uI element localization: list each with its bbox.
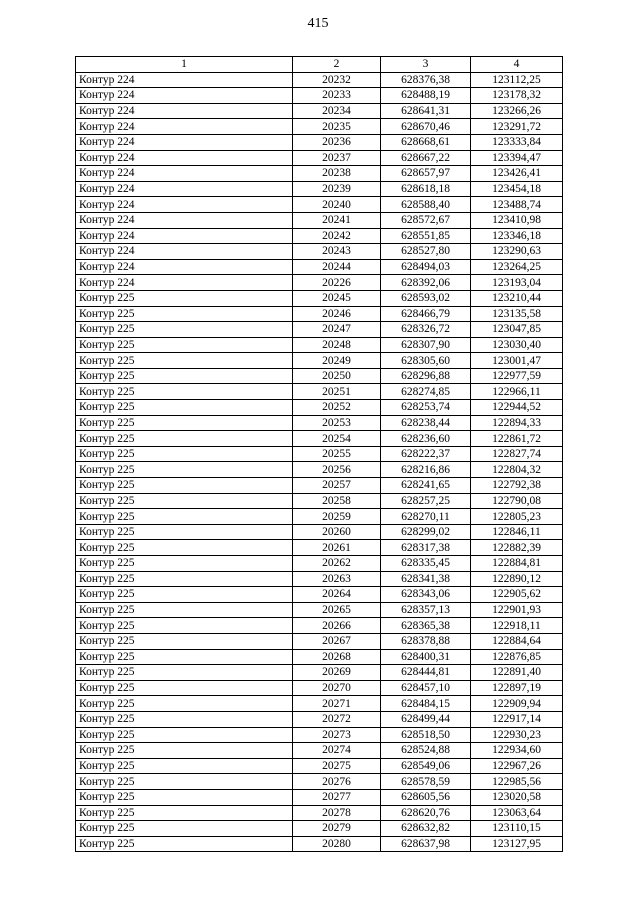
point-number-cell: 20275 [293, 758, 381, 774]
point-number-cell: 20245 [293, 290, 381, 306]
contour-name-cell: Контур 225 [76, 337, 293, 353]
point-number-cell: 20274 [293, 743, 381, 759]
x-coordinate-cell: 628305,60 [381, 353, 471, 369]
y-coordinate-cell: 123135,58 [471, 306, 563, 322]
point-number-cell: 20272 [293, 711, 381, 727]
x-coordinate-cell: 628518,50 [381, 727, 471, 743]
table-row [76, 509, 563, 525]
contour-name-cell: Контур 225 [76, 587, 293, 603]
column-header-2: 2 [293, 57, 381, 73]
y-coordinate-cell: 123454,18 [471, 181, 563, 197]
contour-name-cell: Контур 224 [76, 275, 293, 291]
x-coordinate-cell: 628667,22 [381, 150, 471, 166]
x-coordinate-cell: 628444,81 [381, 665, 471, 681]
x-coordinate-cell: 628341,38 [381, 571, 471, 587]
table-row [76, 478, 563, 494]
point-number-cell: 20244 [293, 259, 381, 275]
point-number-cell: 20226 [293, 275, 381, 291]
x-coordinate-cell: 628484,15 [381, 696, 471, 712]
x-coordinate-cell: 628605,56 [381, 789, 471, 805]
contour-name-cell: Контур 225 [76, 571, 293, 587]
y-coordinate-cell: 122905,62 [471, 587, 563, 603]
y-coordinate-cell: 123488,74 [471, 197, 563, 213]
y-coordinate-cell: 122804,32 [471, 462, 563, 478]
contour-name-cell: Контур 224 [76, 228, 293, 244]
point-number-cell: 20263 [293, 571, 381, 587]
table-row [76, 88, 563, 104]
table-row [76, 322, 563, 338]
point-number-cell: 20232 [293, 72, 381, 88]
y-coordinate-cell: 123020,58 [471, 789, 563, 805]
contour-name-cell: Контур 224 [76, 88, 293, 104]
contour-name-cell: Контур 225 [76, 743, 293, 759]
table-row [76, 103, 563, 119]
x-coordinate-cell: 628641,31 [381, 103, 471, 119]
x-coordinate-cell: 628618,18 [381, 181, 471, 197]
y-coordinate-cell: 123110,15 [471, 821, 563, 837]
x-coordinate-cell: 628551,85 [381, 228, 471, 244]
table-row [76, 368, 563, 384]
y-coordinate-cell: 122917,14 [471, 711, 563, 727]
x-coordinate-cell: 628335,45 [381, 556, 471, 572]
y-coordinate-cell: 123127,95 [471, 836, 563, 852]
contour-name-cell: Контур 225 [76, 711, 293, 727]
point-number-cell: 20247 [293, 322, 381, 338]
contour-name-cell: Контур 225 [76, 368, 293, 384]
table-row [76, 150, 563, 166]
table-row [76, 711, 563, 727]
x-coordinate-cell: 628524,88 [381, 743, 471, 759]
x-coordinate-cell: 628499,44 [381, 711, 471, 727]
point-number-cell: 20235 [293, 119, 381, 135]
y-coordinate-cell: 123047,85 [471, 322, 563, 338]
point-number-cell: 20233 [293, 88, 381, 104]
x-coordinate-cell: 628241,65 [381, 478, 471, 494]
x-coordinate-cell: 628216,86 [381, 462, 471, 478]
table-row [76, 602, 563, 618]
point-number-cell: 20243 [293, 244, 381, 260]
contour-name-cell: Контур 225 [76, 727, 293, 743]
point-number-cell: 20258 [293, 493, 381, 509]
table-row [76, 789, 563, 805]
contour-name-cell: Контур 225 [76, 696, 293, 712]
point-number-cell: 20236 [293, 134, 381, 150]
point-number-cell: 20238 [293, 166, 381, 182]
contour-name-cell: Контур 225 [76, 758, 293, 774]
point-number-cell: 20254 [293, 431, 381, 447]
contour-name-cell: Контур 225 [76, 446, 293, 462]
point-number-cell: 20240 [293, 197, 381, 213]
table-row [76, 805, 563, 821]
table-row [76, 290, 563, 306]
x-coordinate-cell: 628274,85 [381, 384, 471, 400]
table-row [76, 493, 563, 509]
table-row [76, 633, 563, 649]
x-coordinate-cell: 628578,59 [381, 774, 471, 790]
x-coordinate-cell: 628466,79 [381, 306, 471, 322]
x-coordinate-cell: 628657,97 [381, 166, 471, 182]
table-row [76, 166, 563, 182]
x-coordinate-cell: 628488,19 [381, 88, 471, 104]
point-number-cell: 20260 [293, 524, 381, 540]
contour-name-cell: Контур 225 [76, 478, 293, 494]
table-header-row [76, 57, 563, 73]
table-row [76, 587, 563, 603]
y-coordinate-cell: 123266,26 [471, 103, 563, 119]
x-coordinate-cell: 628670,46 [381, 119, 471, 135]
point-number-cell: 20234 [293, 103, 381, 119]
table-row [76, 680, 563, 696]
y-coordinate-cell: 123063,64 [471, 805, 563, 821]
contour-name-cell: Контур 225 [76, 821, 293, 837]
point-number-cell: 20237 [293, 150, 381, 166]
y-coordinate-cell: 122790,08 [471, 493, 563, 509]
point-number-cell: 20262 [293, 556, 381, 572]
table-row [76, 462, 563, 478]
contour-name-cell: Контур 224 [76, 103, 293, 119]
table-row [76, 228, 563, 244]
y-coordinate-cell: 122977,59 [471, 368, 563, 384]
point-number-cell: 20279 [293, 821, 381, 837]
x-coordinate-cell: 628343,06 [381, 587, 471, 603]
contour-name-cell: Контур 225 [76, 789, 293, 805]
y-coordinate-cell: 122846,11 [471, 524, 563, 540]
x-coordinate-cell: 628376,38 [381, 72, 471, 88]
table-row [76, 415, 563, 431]
contour-name-cell: Контур 225 [76, 665, 293, 681]
x-coordinate-cell: 628527,80 [381, 244, 471, 260]
point-number-cell: 20280 [293, 836, 381, 852]
y-coordinate-cell: 123426,41 [471, 166, 563, 182]
y-coordinate-cell: 122966,11 [471, 384, 563, 400]
x-coordinate-cell: 628572,67 [381, 212, 471, 228]
point-number-cell: 20267 [293, 633, 381, 649]
x-coordinate-cell: 628307,90 [381, 337, 471, 353]
table-row [76, 181, 563, 197]
y-coordinate-cell: 122884,81 [471, 556, 563, 572]
contour-name-cell: Контур 224 [76, 197, 293, 213]
table-row [76, 306, 563, 322]
table-row [76, 665, 563, 681]
point-number-cell: 20257 [293, 478, 381, 494]
contour-name-cell: Контур 225 [76, 400, 293, 416]
point-number-cell: 20259 [293, 509, 381, 525]
y-coordinate-cell: 122861,72 [471, 431, 563, 447]
point-number-cell: 20276 [293, 774, 381, 790]
point-number-cell: 20252 [293, 400, 381, 416]
x-coordinate-cell: 628593,02 [381, 290, 471, 306]
x-coordinate-cell: 628494,03 [381, 259, 471, 275]
y-coordinate-cell: 122792,38 [471, 478, 563, 494]
x-coordinate-cell: 628400,31 [381, 649, 471, 665]
x-coordinate-cell: 628668,61 [381, 134, 471, 150]
y-coordinate-cell: 122967,26 [471, 758, 563, 774]
contour-name-cell: Контур 225 [76, 805, 293, 821]
y-coordinate-cell: 122827,74 [471, 446, 563, 462]
contour-name-cell: Контур 224 [76, 212, 293, 228]
point-number-cell: 20251 [293, 384, 381, 400]
table-row [76, 353, 563, 369]
y-coordinate-cell: 123394,47 [471, 150, 563, 166]
contour-name-cell: Контур 225 [76, 384, 293, 400]
contour-name-cell: Контур 224 [76, 150, 293, 166]
point-number-cell: 20266 [293, 618, 381, 634]
point-number-cell: 20246 [293, 306, 381, 322]
contour-name-cell: Контур 224 [76, 134, 293, 150]
y-coordinate-cell: 123264,25 [471, 259, 563, 275]
y-coordinate-cell: 123210,44 [471, 290, 563, 306]
point-number-cell: 20242 [293, 228, 381, 244]
x-coordinate-cell: 628238,44 [381, 415, 471, 431]
table-row [76, 556, 563, 572]
column-header-4: 4 [471, 57, 563, 73]
point-number-cell: 20250 [293, 368, 381, 384]
table-row [76, 836, 563, 852]
point-number-cell: 20264 [293, 587, 381, 603]
y-coordinate-cell: 122909,94 [471, 696, 563, 712]
x-coordinate-cell: 628637,98 [381, 836, 471, 852]
contour-name-cell: Контур 225 [76, 509, 293, 525]
x-coordinate-cell: 628392,06 [381, 275, 471, 291]
y-coordinate-cell: 122918,11 [471, 618, 563, 634]
x-coordinate-cell: 628549,06 [381, 758, 471, 774]
x-coordinate-cell: 628378,88 [381, 633, 471, 649]
point-number-cell: 20270 [293, 680, 381, 696]
table-row [76, 696, 563, 712]
contour-name-cell: Контур 225 [76, 493, 293, 509]
y-coordinate-cell: 123346,18 [471, 228, 563, 244]
point-number-cell: 20256 [293, 462, 381, 478]
table-row [76, 524, 563, 540]
x-coordinate-cell: 628357,13 [381, 602, 471, 618]
contour-name-cell: Контур 224 [76, 166, 293, 182]
x-coordinate-cell: 628632,82 [381, 821, 471, 837]
table-row [76, 275, 563, 291]
point-number-cell: 20261 [293, 540, 381, 556]
contour-name-cell: Контур 224 [76, 244, 293, 260]
x-coordinate-cell: 628457,10 [381, 680, 471, 696]
table-row [76, 774, 563, 790]
y-coordinate-cell: 122894,33 [471, 415, 563, 431]
x-coordinate-cell: 628253,74 [381, 400, 471, 416]
point-number-cell: 20239 [293, 181, 381, 197]
y-coordinate-cell: 122890,12 [471, 571, 563, 587]
x-coordinate-cell: 628317,38 [381, 540, 471, 556]
x-coordinate-cell: 628620,76 [381, 805, 471, 821]
column-header-3: 3 [381, 57, 471, 73]
table-row [76, 743, 563, 759]
y-coordinate-cell: 122930,23 [471, 727, 563, 743]
table-row [76, 540, 563, 556]
table-row [76, 212, 563, 228]
contour-name-cell: Контур 225 [76, 306, 293, 322]
y-coordinate-cell: 123001,47 [471, 353, 563, 369]
point-number-cell: 20269 [293, 665, 381, 681]
y-coordinate-cell: 122897,19 [471, 680, 563, 696]
table-row [76, 618, 563, 634]
point-number-cell: 20241 [293, 212, 381, 228]
contour-name-cell: Контур 225 [76, 836, 293, 852]
point-number-cell: 20248 [293, 337, 381, 353]
point-number-cell: 20265 [293, 602, 381, 618]
y-coordinate-cell: 122985,56 [471, 774, 563, 790]
table-row [76, 72, 563, 88]
y-coordinate-cell: 122944,52 [471, 400, 563, 416]
y-coordinate-cell: 122876,85 [471, 649, 563, 665]
table-row [76, 197, 563, 213]
contour-name-cell: Контур 225 [76, 774, 293, 790]
contour-name-cell: Контур 225 [76, 462, 293, 478]
contour-name-cell: Контур 224 [76, 72, 293, 88]
y-coordinate-cell: 123112,25 [471, 72, 563, 88]
table-row [76, 337, 563, 353]
point-number-cell: 20268 [293, 649, 381, 665]
x-coordinate-cell: 628588,40 [381, 197, 471, 213]
table-row [76, 821, 563, 837]
x-coordinate-cell: 628222,37 [381, 446, 471, 462]
y-coordinate-cell: 122934,60 [471, 743, 563, 759]
x-coordinate-cell: 628326,72 [381, 322, 471, 338]
contour-name-cell: Контур 225 [76, 633, 293, 649]
contour-name-cell: Контур 225 [76, 290, 293, 306]
x-coordinate-cell: 628296,88 [381, 368, 471, 384]
table-row [76, 384, 563, 400]
point-number-cell: 20255 [293, 446, 381, 462]
table-row [76, 446, 563, 462]
table-row [76, 727, 563, 743]
contour-name-cell: Контур 225 [76, 431, 293, 447]
table-row [76, 758, 563, 774]
x-coordinate-cell: 628299,02 [381, 524, 471, 540]
x-coordinate-cell: 628270,11 [381, 509, 471, 525]
contour-name-cell: Контур 225 [76, 353, 293, 369]
y-coordinate-cell: 123030,40 [471, 337, 563, 353]
point-number-cell: 20253 [293, 415, 381, 431]
point-number-cell: 20271 [293, 696, 381, 712]
contour-name-cell: Контур 225 [76, 602, 293, 618]
page-number: 415 [307, 16, 329, 31]
point-number-cell: 20249 [293, 353, 381, 369]
contour-name-cell: Контур 225 [76, 415, 293, 431]
point-number-cell: 20273 [293, 727, 381, 743]
contour-name-cell: Контур 224 [76, 181, 293, 197]
table-row [76, 259, 563, 275]
contour-name-cell: Контур 224 [76, 259, 293, 275]
x-coordinate-cell: 628257,25 [381, 493, 471, 509]
contour-name-cell: Контур 225 [76, 618, 293, 634]
y-coordinate-cell: 123410,98 [471, 212, 563, 228]
y-coordinate-cell: 123333,84 [471, 134, 563, 150]
y-coordinate-cell: 122882,39 [471, 540, 563, 556]
contour-name-cell: Контур 225 [76, 556, 293, 572]
point-number-cell: 20278 [293, 805, 381, 821]
column-header-1: 1 [76, 57, 293, 73]
y-coordinate-cell: 122901,93 [471, 602, 563, 618]
x-coordinate-cell: 628365,38 [381, 618, 471, 634]
contour-name-cell: Контур 224 [76, 119, 293, 135]
contour-name-cell: Контур 225 [76, 322, 293, 338]
table-row [76, 134, 563, 150]
table-row [76, 244, 563, 260]
y-coordinate-cell: 123178,32 [471, 88, 563, 104]
y-coordinate-cell: 122805,23 [471, 509, 563, 525]
y-coordinate-cell: 123193,04 [471, 275, 563, 291]
x-coordinate-cell: 628236,60 [381, 431, 471, 447]
contour-name-cell: Контур 225 [76, 524, 293, 540]
y-coordinate-cell: 122884,64 [471, 633, 563, 649]
contour-name-cell: Контур 225 [76, 649, 293, 665]
table-row [76, 431, 563, 447]
point-number-cell: 20277 [293, 789, 381, 805]
y-coordinate-cell: 123290,63 [471, 244, 563, 260]
contour-name-cell: Контур 225 [76, 680, 293, 696]
contour-name-cell: Контур 225 [76, 540, 293, 556]
y-coordinate-cell: 123291,72 [471, 119, 563, 135]
table-row [76, 400, 563, 416]
coordinates-table [75, 56, 563, 852]
y-coordinate-cell: 122891,40 [471, 665, 563, 681]
table-body [76, 72, 563, 852]
table-row [76, 649, 563, 665]
table-row [76, 119, 563, 135]
table-row [76, 571, 563, 587]
